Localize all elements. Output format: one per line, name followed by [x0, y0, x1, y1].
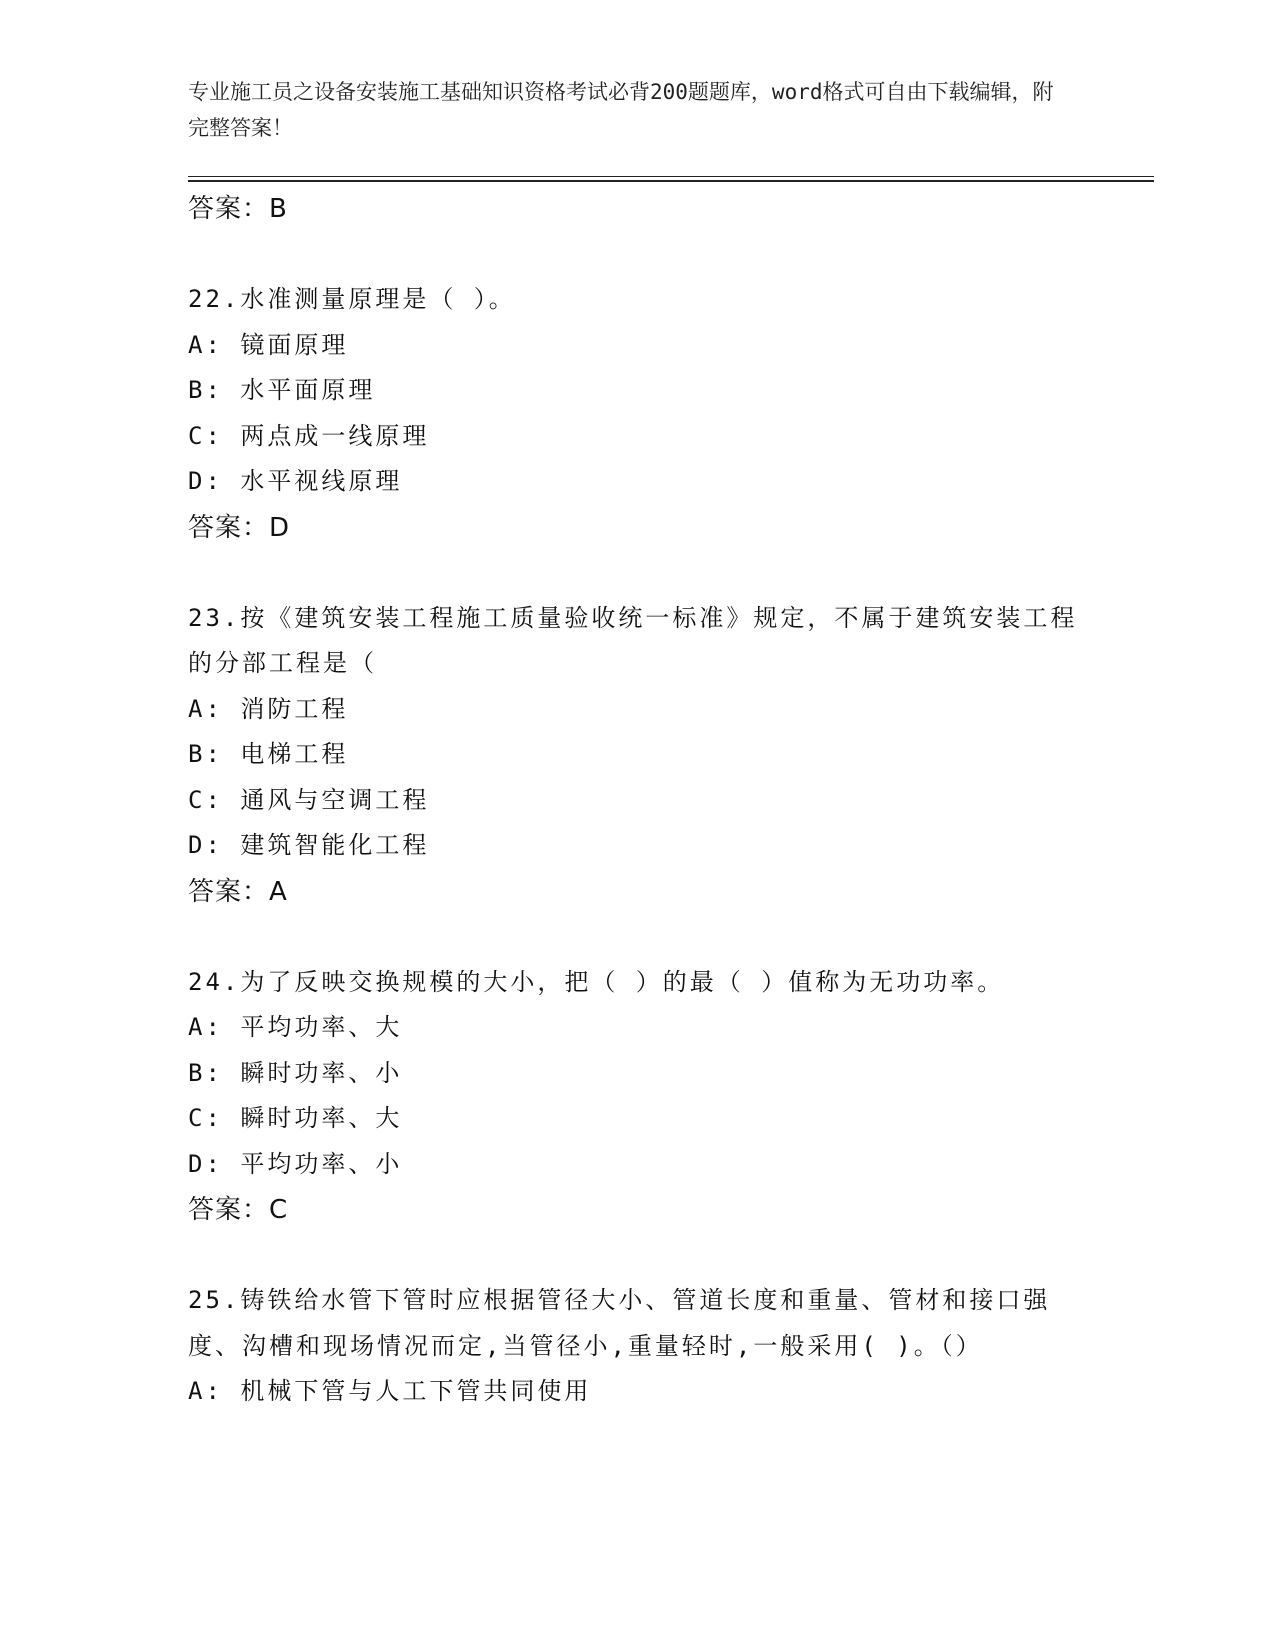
question-24	[188, 960, 1088, 1234]
spacer	[188, 232, 1088, 277]
option-b	[188, 732, 1088, 778]
option-c	[188, 414, 1088, 460]
option-a	[188, 687, 1088, 733]
option-text: 瞬时功率、小	[240, 1058, 403, 1087]
option-letter: A:	[188, 1013, 223, 1041]
option-text: 瞬时功率、大	[240, 1104, 403, 1132]
option-letter: D:	[188, 831, 223, 859]
question-stem	[188, 277, 1088, 323]
question-text: 水准测量原理是（ ）。	[240, 285, 516, 313]
option-d	[188, 1142, 1088, 1188]
header-rule-bottom	[188, 180, 1154, 182]
answer-line	[188, 1187, 1088, 1233]
spacer	[188, 551, 1088, 596]
question-number: 25.	[188, 1286, 241, 1314]
answer-label: 答案：	[188, 1195, 270, 1225]
question-stem	[188, 960, 1088, 1006]
answer-label: 答案：	[188, 876, 270, 907]
option-c	[188, 778, 1088, 824]
option-text: 水平视线原理	[240, 467, 403, 495]
document-header	[188, 74, 1068, 146]
option-a	[188, 1005, 1088, 1051]
option-c	[188, 1096, 1088, 1142]
option-b	[188, 1051, 1088, 1097]
option-letter: A:	[188, 1377, 223, 1405]
option-letter: A:	[188, 330, 223, 359]
answer-line-21	[188, 186, 1088, 232]
answer-value: C	[269, 1195, 289, 1225]
option-letter: B:	[188, 1058, 223, 1087]
answer-line	[188, 869, 1088, 915]
option-letter: C:	[188, 1104, 223, 1132]
answer-label: 答案：	[188, 194, 270, 224]
option-text: 消防工程	[240, 694, 349, 723]
question-text: 按《建筑安装工程施工质量验收统一标准》规定，不属于建筑安装工程的分部工程是（	[188, 603, 1078, 677]
answer-value: A	[269, 876, 288, 907]
option-letter: B:	[188, 376, 223, 404]
option-text: 机械下管与人工下管共同使用	[240, 1377, 592, 1405]
option-d	[188, 823, 1088, 869]
option-text: 通风与空调工程	[240, 785, 430, 814]
question-number: 22.	[188, 285, 241, 313]
question-22	[188, 277, 1088, 551]
option-letter: D:	[188, 467, 223, 495]
question-25	[188, 1278, 1088, 1415]
option-text: 建筑智能化工程	[240, 831, 430, 859]
question-stem	[188, 596, 1088, 687]
answer-label: 答案：	[188, 512, 270, 543]
header-rule-top	[188, 176, 1154, 177]
answer-value: D	[269, 512, 291, 543]
question-text: 为了反映交换规模的大小，把（ ）的最（ ）值称为无功功率。	[240, 967, 1005, 996]
option-text: 电梯工程	[240, 740, 349, 768]
question-text: 铸铁给水管下管时应根据管径大小、管道长度和重量、管材和接口强度、沟槽和现场情况而定,当管径小,重量轻时,一般采用( )。（）	[188, 1286, 1051, 1360]
answer-value: B	[269, 194, 288, 224]
option-d	[188, 459, 1088, 505]
spacer	[188, 915, 1088, 960]
option-letter: D:	[188, 1149, 223, 1178]
option-a	[188, 323, 1088, 369]
option-text: 镜面原理	[240, 330, 349, 359]
option-letter: A:	[188, 694, 223, 723]
question-23	[188, 596, 1088, 915]
option-text: 两点成一线原理	[240, 421, 430, 450]
question-stem	[188, 1278, 1088, 1369]
option-a	[188, 1369, 1088, 1415]
question-number: 24.	[188, 967, 241, 996]
option-letter: B:	[188, 740, 223, 768]
spacer	[188, 1233, 1088, 1278]
option-text: 平均功率、小	[240, 1149, 403, 1178]
option-text: 水平面原理	[240, 376, 376, 404]
option-text: 平均功率、大	[240, 1013, 403, 1041]
question-number: 23.	[188, 603, 241, 632]
answer-line	[188, 505, 1088, 551]
header-text: 专业施工员之设备安装施工基础知识资格考试必背200题题库，word格式可自由下载编辑，附完整答案！	[188, 80, 1054, 140]
option-letter: C:	[188, 785, 223, 814]
option-letter: C:	[188, 421, 223, 450]
question-list	[188, 186, 1088, 1415]
option-b	[188, 368, 1088, 414]
